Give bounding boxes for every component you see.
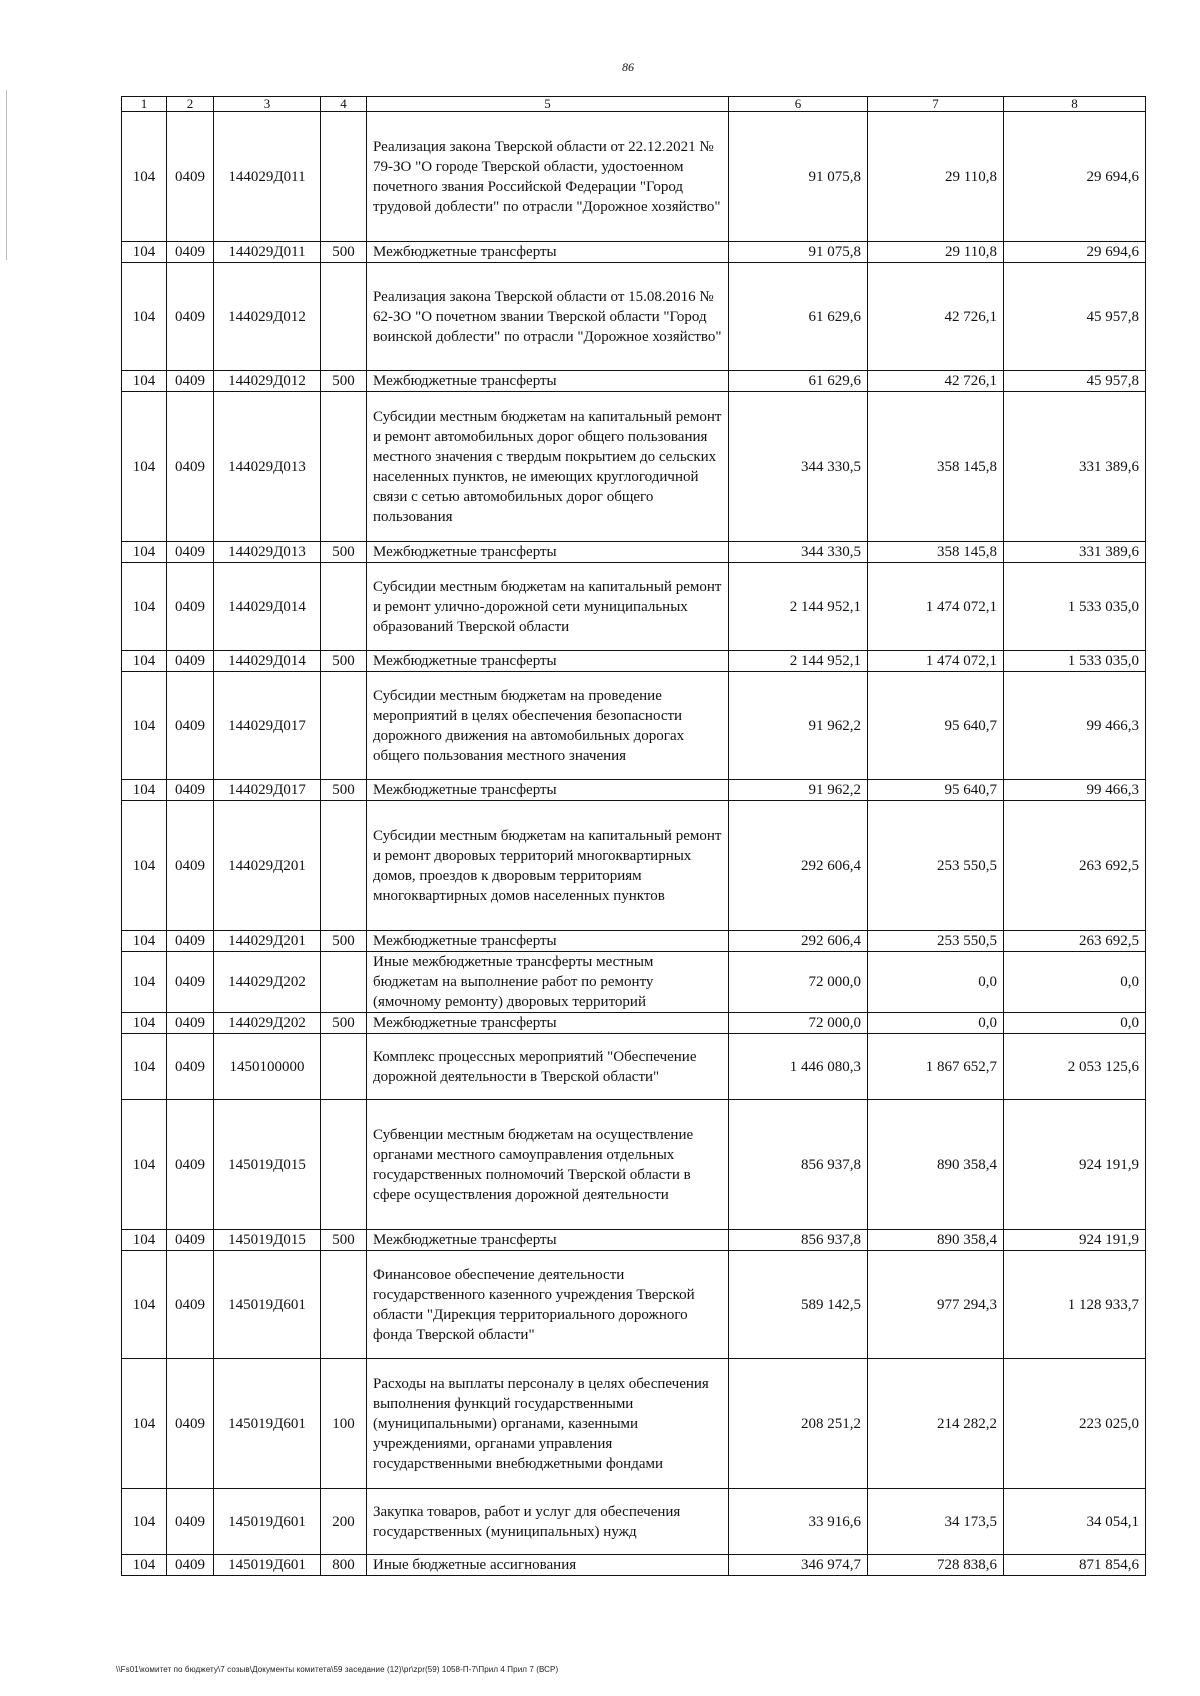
target-article-cell: 144029Д013 bbox=[214, 542, 321, 563]
description-cell: Субсидии местным бюджетам на капитальный ремонт и ремонт улично-дорожной сети муниципальных образований Тверской области bbox=[367, 563, 729, 651]
amount-year1-cell: 344 330,5 bbox=[729, 392, 868, 542]
amount-year2-cell: 358 145,8 bbox=[868, 542, 1004, 563]
section-code-cell: 0409 bbox=[167, 1013, 214, 1034]
expense-type-cell: 500 bbox=[321, 651, 367, 672]
amount-year1-cell: 856 937,8 bbox=[729, 1230, 868, 1251]
target-article-cell: 1450100000 bbox=[214, 1034, 321, 1100]
amount-year1-cell: 2 144 952,1 bbox=[729, 651, 868, 672]
section-code-cell: 0409 bbox=[167, 1251, 214, 1359]
table-row bbox=[122, 672, 1146, 780]
ministry-code-cell: 104 bbox=[122, 1034, 167, 1100]
table-row bbox=[122, 1230, 1146, 1251]
amount-year2-cell: 890 358,4 bbox=[868, 1100, 1004, 1230]
description-cell: Межбюджетные трансферты bbox=[367, 371, 729, 392]
column-header: 7 bbox=[868, 97, 1004, 112]
description-cell: Реализация закона Тверской области от 22.12.2021 № 79-ЗО "О городе Тверской области, удостоенном почетного звания Российской Федерации "Город трудовой доблести" по отрасли "Дорожное хозяйство" bbox=[367, 112, 729, 242]
amount-year1-cell: 61 629,6 bbox=[729, 263, 868, 371]
amount-year1-cell: 2 144 952,1 bbox=[729, 563, 868, 651]
table-row bbox=[122, 1034, 1146, 1100]
target-article-cell: 144029Д202 bbox=[214, 952, 321, 1013]
amount-year3-cell: 924 191,9 bbox=[1004, 1100, 1146, 1230]
description-cell: Иные межбюджетные трансферты местным бюджетам на выполнение работ по ремонту (ямочному ремонту) дворовых территорий bbox=[367, 952, 729, 1013]
description-cell: Комплекс процессных мероприятий "Обеспечение дорожной деятельности в Тверской области" bbox=[367, 1034, 729, 1100]
section-code-cell: 0409 bbox=[167, 1489, 214, 1555]
section-code-cell: 0409 bbox=[167, 801, 214, 931]
ministry-code-cell: 104 bbox=[122, 371, 167, 392]
amount-year3-cell: 0,0 bbox=[1004, 1013, 1146, 1034]
column-header: 1 bbox=[122, 97, 167, 112]
amount-year2-cell: 34 173,5 bbox=[868, 1489, 1004, 1555]
description-cell: Субсидии местным бюджетам на капитальный ремонт и ремонт дворовых территорий многоквартирных домов, проездов к дворовым территориям многоквартирных домов населенных пунктов bbox=[367, 801, 729, 931]
table-row bbox=[122, 1013, 1146, 1034]
description-cell: Субвенции местным бюджетам на осуществление органами местного самоуправления отдельных государственных полномочий Тверской области в сфере осуществления дорожной деятельности bbox=[367, 1100, 729, 1230]
table-row bbox=[122, 242, 1146, 263]
amount-year3-cell: 1 533 035,0 bbox=[1004, 563, 1146, 651]
section-code-cell: 0409 bbox=[167, 392, 214, 542]
section-code-cell: 0409 bbox=[167, 651, 214, 672]
table-row bbox=[122, 931, 1146, 952]
expense-type-cell bbox=[321, 1034, 367, 1100]
table-row bbox=[122, 780, 1146, 801]
target-article-cell: 144029Д201 bbox=[214, 931, 321, 952]
target-article-cell: 144029Д011 bbox=[214, 112, 321, 242]
description-cell: Закупка товаров, работ и услуг для обеспечения государственных (муниципальных) нужд bbox=[367, 1489, 729, 1555]
amount-year2-cell: 95 640,7 bbox=[868, 672, 1004, 780]
amount-year3-cell: 924 191,9 bbox=[1004, 1230, 1146, 1251]
amount-year1-cell: 91 962,2 bbox=[729, 672, 868, 780]
expense-type-cell: 800 bbox=[321, 1555, 367, 1576]
ministry-code-cell: 104 bbox=[122, 931, 167, 952]
column-header: 6 bbox=[729, 97, 868, 112]
amount-year2-cell: 977 294,3 bbox=[868, 1251, 1004, 1359]
amount-year3-cell: 29 694,6 bbox=[1004, 242, 1146, 263]
target-article-cell: 144029Д013 bbox=[214, 392, 321, 542]
description-cell: Межбюджетные трансферты bbox=[367, 1013, 729, 1034]
expense-type-cell: 500 bbox=[321, 542, 367, 563]
table-row bbox=[122, 1100, 1146, 1230]
table-row bbox=[122, 371, 1146, 392]
column-number-row bbox=[122, 97, 1146, 112]
section-code-cell: 0409 bbox=[167, 1359, 214, 1489]
ministry-code-cell: 104 bbox=[122, 263, 167, 371]
description-cell: Иные бюджетные ассигнования bbox=[367, 1555, 729, 1576]
expense-type-cell bbox=[321, 952, 367, 1013]
amount-year1-cell: 292 606,4 bbox=[729, 931, 868, 952]
column-header: 5 bbox=[367, 97, 729, 112]
target-article-cell: 144029Д012 bbox=[214, 371, 321, 392]
ministry-code-cell: 104 bbox=[122, 1230, 167, 1251]
expense-type-cell: 500 bbox=[321, 242, 367, 263]
amount-year3-cell: 45 957,8 bbox=[1004, 371, 1146, 392]
table-row bbox=[122, 952, 1146, 1013]
expense-type-cell: 500 bbox=[321, 1230, 367, 1251]
target-article-cell: 144029Д011 bbox=[214, 242, 321, 263]
page-number: 86 bbox=[622, 60, 634, 74]
ministry-code-cell: 104 bbox=[122, 1251, 167, 1359]
ministry-code-cell: 104 bbox=[122, 1359, 167, 1489]
target-article-cell: 145019Д601 bbox=[214, 1359, 321, 1489]
expense-type-cell bbox=[321, 263, 367, 371]
amount-year2-cell: 358 145,8 bbox=[868, 392, 1004, 542]
amount-year2-cell: 0,0 bbox=[868, 952, 1004, 1013]
amount-year2-cell: 890 358,4 bbox=[868, 1230, 1004, 1251]
amount-year2-cell: 42 726,1 bbox=[868, 371, 1004, 392]
description-cell: Межбюджетные трансферты bbox=[367, 542, 729, 563]
target-article-cell: 144029Д014 bbox=[214, 651, 321, 672]
amount-year3-cell: 29 694,6 bbox=[1004, 112, 1146, 242]
section-code-cell: 0409 bbox=[167, 112, 214, 242]
column-header: 2 bbox=[167, 97, 214, 112]
amount-year3-cell: 34 054,1 bbox=[1004, 1489, 1146, 1555]
description-cell: Финансовое обеспечение деятельности государственного казенного учреждения Тверской области "Дирекция территориального дорожного фонда Тверской области" bbox=[367, 1251, 729, 1359]
target-article-cell: 144029Д201 bbox=[214, 801, 321, 931]
target-article-cell: 144029Д202 bbox=[214, 1013, 321, 1034]
amount-year2-cell: 29 110,8 bbox=[868, 242, 1004, 263]
expense-type-cell bbox=[321, 801, 367, 931]
amount-year1-cell: 91 075,8 bbox=[729, 242, 868, 263]
description-cell: Субсидии местным бюджетам на проведение мероприятий в целях обеспечения безопасности дорожного движения на автомобильных дорогах общего пользования местного значения bbox=[367, 672, 729, 780]
expense-type-cell: 500 bbox=[321, 931, 367, 952]
amount-year1-cell: 344 330,5 bbox=[729, 542, 868, 563]
amount-year1-cell: 91 075,8 bbox=[729, 112, 868, 242]
budget-table bbox=[121, 96, 1146, 1576]
amount-year2-cell: 0,0 bbox=[868, 1013, 1004, 1034]
ministry-code-cell: 104 bbox=[122, 801, 167, 931]
amount-year3-cell: 99 466,3 bbox=[1004, 780, 1146, 801]
section-code-cell: 0409 bbox=[167, 563, 214, 651]
description-cell: Межбюджетные трансферты bbox=[367, 780, 729, 801]
section-code-cell: 0409 bbox=[167, 1034, 214, 1100]
amount-year3-cell: 99 466,3 bbox=[1004, 672, 1146, 780]
expense-type-cell: 200 bbox=[321, 1489, 367, 1555]
ministry-code-cell: 104 bbox=[122, 392, 167, 542]
target-article-cell: 145019Д015 bbox=[214, 1230, 321, 1251]
description-cell: Межбюджетные трансферты bbox=[367, 931, 729, 952]
expense-type-cell: 500 bbox=[321, 371, 367, 392]
expense-type-cell: 500 bbox=[321, 1013, 367, 1034]
section-code-cell: 0409 bbox=[167, 952, 214, 1013]
target-article-cell: 144029Д014 bbox=[214, 563, 321, 651]
amount-year2-cell: 1 474 072,1 bbox=[868, 651, 1004, 672]
expense-type-cell bbox=[321, 1100, 367, 1230]
table-row bbox=[122, 542, 1146, 563]
table-row bbox=[122, 1489, 1146, 1555]
table-row bbox=[122, 801, 1146, 931]
ministry-code-cell: 104 bbox=[122, 1555, 167, 1576]
table-row bbox=[122, 263, 1146, 371]
table-row bbox=[122, 1555, 1146, 1576]
amount-year3-cell: 263 692,5 bbox=[1004, 931, 1146, 952]
target-article-cell: 144029Д012 bbox=[214, 263, 321, 371]
table-row bbox=[122, 1251, 1146, 1359]
amount-year3-cell: 331 389,6 bbox=[1004, 392, 1146, 542]
ministry-code-cell: 104 bbox=[122, 672, 167, 780]
expense-type-cell: 500 bbox=[321, 780, 367, 801]
amount-year3-cell: 0,0 bbox=[1004, 952, 1146, 1013]
amount-year1-cell: 208 251,2 bbox=[729, 1359, 868, 1489]
ministry-code-cell: 104 bbox=[122, 242, 167, 263]
description-cell: Межбюджетные трансферты bbox=[367, 651, 729, 672]
expense-type-cell bbox=[321, 563, 367, 651]
ministry-code-cell: 104 bbox=[122, 1100, 167, 1230]
amount-year3-cell: 45 957,8 bbox=[1004, 263, 1146, 371]
ministry-code-cell: 104 bbox=[122, 112, 167, 242]
expense-type-cell bbox=[321, 392, 367, 542]
description-cell: Реализация закона Тверской области от 15.08.2016 № 62-ЗО "О почетном звании Тверской области "Город воинской доблести" по отрасли "Дорожное хозяйство" bbox=[367, 263, 729, 371]
amount-year3-cell: 871 854,6 bbox=[1004, 1555, 1146, 1576]
amount-year1-cell: 33 916,6 bbox=[729, 1489, 868, 1555]
amount-year1-cell: 72 000,0 bbox=[729, 1013, 868, 1034]
amount-year1-cell: 856 937,8 bbox=[729, 1100, 868, 1230]
section-code-cell: 0409 bbox=[167, 371, 214, 392]
section-code-cell: 0409 bbox=[167, 780, 214, 801]
ministry-code-cell: 104 bbox=[122, 651, 167, 672]
amount-year3-cell: 223 025,0 bbox=[1004, 1359, 1146, 1489]
amount-year2-cell: 42 726,1 bbox=[868, 263, 1004, 371]
ministry-code-cell: 104 bbox=[122, 1013, 167, 1034]
ministry-code-cell: 104 bbox=[122, 1489, 167, 1555]
ministry-code-cell: 104 bbox=[122, 563, 167, 651]
description-cell: Расходы на выплаты персоналу в целях обеспечения выполнения функций государственными (муниципальными) органами, казенными учреждениями, органами управления государственными внебюджетными фондами bbox=[367, 1359, 729, 1489]
scan-edge-mark bbox=[6, 90, 7, 260]
table-body bbox=[122, 112, 1146, 1576]
amount-year1-cell: 1 446 080,3 bbox=[729, 1034, 868, 1100]
amount-year2-cell: 95 640,7 bbox=[868, 780, 1004, 801]
amount-year1-cell: 292 606,4 bbox=[729, 801, 868, 931]
section-code-cell: 0409 bbox=[167, 542, 214, 563]
ministry-code-cell: 104 bbox=[122, 780, 167, 801]
target-article-cell: 145019Д601 bbox=[214, 1251, 321, 1359]
section-code-cell: 0409 bbox=[167, 242, 214, 263]
target-article-cell: 144029Д017 bbox=[214, 672, 321, 780]
amount-year3-cell: 331 389,6 bbox=[1004, 542, 1146, 563]
section-code-cell: 0409 bbox=[167, 672, 214, 780]
amount-year2-cell: 214 282,2 bbox=[868, 1359, 1004, 1489]
description-cell: Субсидии местным бюджетам на капитальный ремонт и ремонт автомобильных дорог общего пользования местного значения с твердым покрытием до сельских населенных пунктов, не имеющих круглогодичной связи с сетью автомобильных дорог общего пользования bbox=[367, 392, 729, 542]
description-cell: Межбюджетные трансферты bbox=[367, 242, 729, 263]
ministry-code-cell: 104 bbox=[122, 542, 167, 563]
amount-year2-cell: 253 550,5 bbox=[868, 801, 1004, 931]
section-code-cell: 0409 bbox=[167, 1555, 214, 1576]
target-article-cell: 145019Д601 bbox=[214, 1555, 321, 1576]
expense-type-cell bbox=[321, 1251, 367, 1359]
section-code-cell: 0409 bbox=[167, 931, 214, 952]
amount-year2-cell: 728 838,6 bbox=[868, 1555, 1004, 1576]
expense-type-cell: 100 bbox=[321, 1359, 367, 1489]
amount-year3-cell: 2 053 125,6 bbox=[1004, 1034, 1146, 1100]
footer-file-path: \\Fs01\комитет по бюджету\7 созыв\Документы комитета\59 заседание (12)\pr\zpr(59) 1058-П-7\Прил 4 Прил 7 (ВСР) bbox=[116, 1665, 559, 1674]
amount-year3-cell: 263 692,5 bbox=[1004, 801, 1146, 931]
table-row bbox=[122, 392, 1146, 542]
amount-year2-cell: 29 110,8 bbox=[868, 112, 1004, 242]
column-header: 8 bbox=[1004, 97, 1146, 112]
description-cell: Межбюджетные трансферты bbox=[367, 1230, 729, 1251]
expense-type-cell bbox=[321, 672, 367, 780]
amount-year1-cell: 61 629,6 bbox=[729, 371, 868, 392]
table-row bbox=[122, 563, 1146, 651]
amount-year1-cell: 72 000,0 bbox=[729, 952, 868, 1013]
amount-year2-cell: 1 867 652,7 bbox=[868, 1034, 1004, 1100]
amount-year2-cell: 1 474 072,1 bbox=[868, 563, 1004, 651]
target-article-cell: 144029Д017 bbox=[214, 780, 321, 801]
amount-year3-cell: 1 128 933,7 bbox=[1004, 1251, 1146, 1359]
expense-type-cell bbox=[321, 112, 367, 242]
amount-year1-cell: 91 962,2 bbox=[729, 780, 868, 801]
table-row bbox=[122, 112, 1146, 242]
ministry-code-cell: 104 bbox=[122, 952, 167, 1013]
table-row bbox=[122, 1359, 1146, 1489]
section-code-cell: 0409 bbox=[167, 263, 214, 371]
target-article-cell: 145019Д015 bbox=[214, 1100, 321, 1230]
column-header: 3 bbox=[214, 97, 321, 112]
amount-year3-cell: 1 533 035,0 bbox=[1004, 651, 1146, 672]
section-code-cell: 0409 bbox=[167, 1230, 214, 1251]
amount-year1-cell: 346 974,7 bbox=[729, 1555, 868, 1576]
amount-year1-cell: 589 142,5 bbox=[729, 1251, 868, 1359]
table-row bbox=[122, 651, 1146, 672]
amount-year2-cell: 253 550,5 bbox=[868, 931, 1004, 952]
target-article-cell: 145019Д601 bbox=[214, 1489, 321, 1555]
section-code-cell: 0409 bbox=[167, 1100, 214, 1230]
column-header: 4 bbox=[321, 97, 367, 112]
